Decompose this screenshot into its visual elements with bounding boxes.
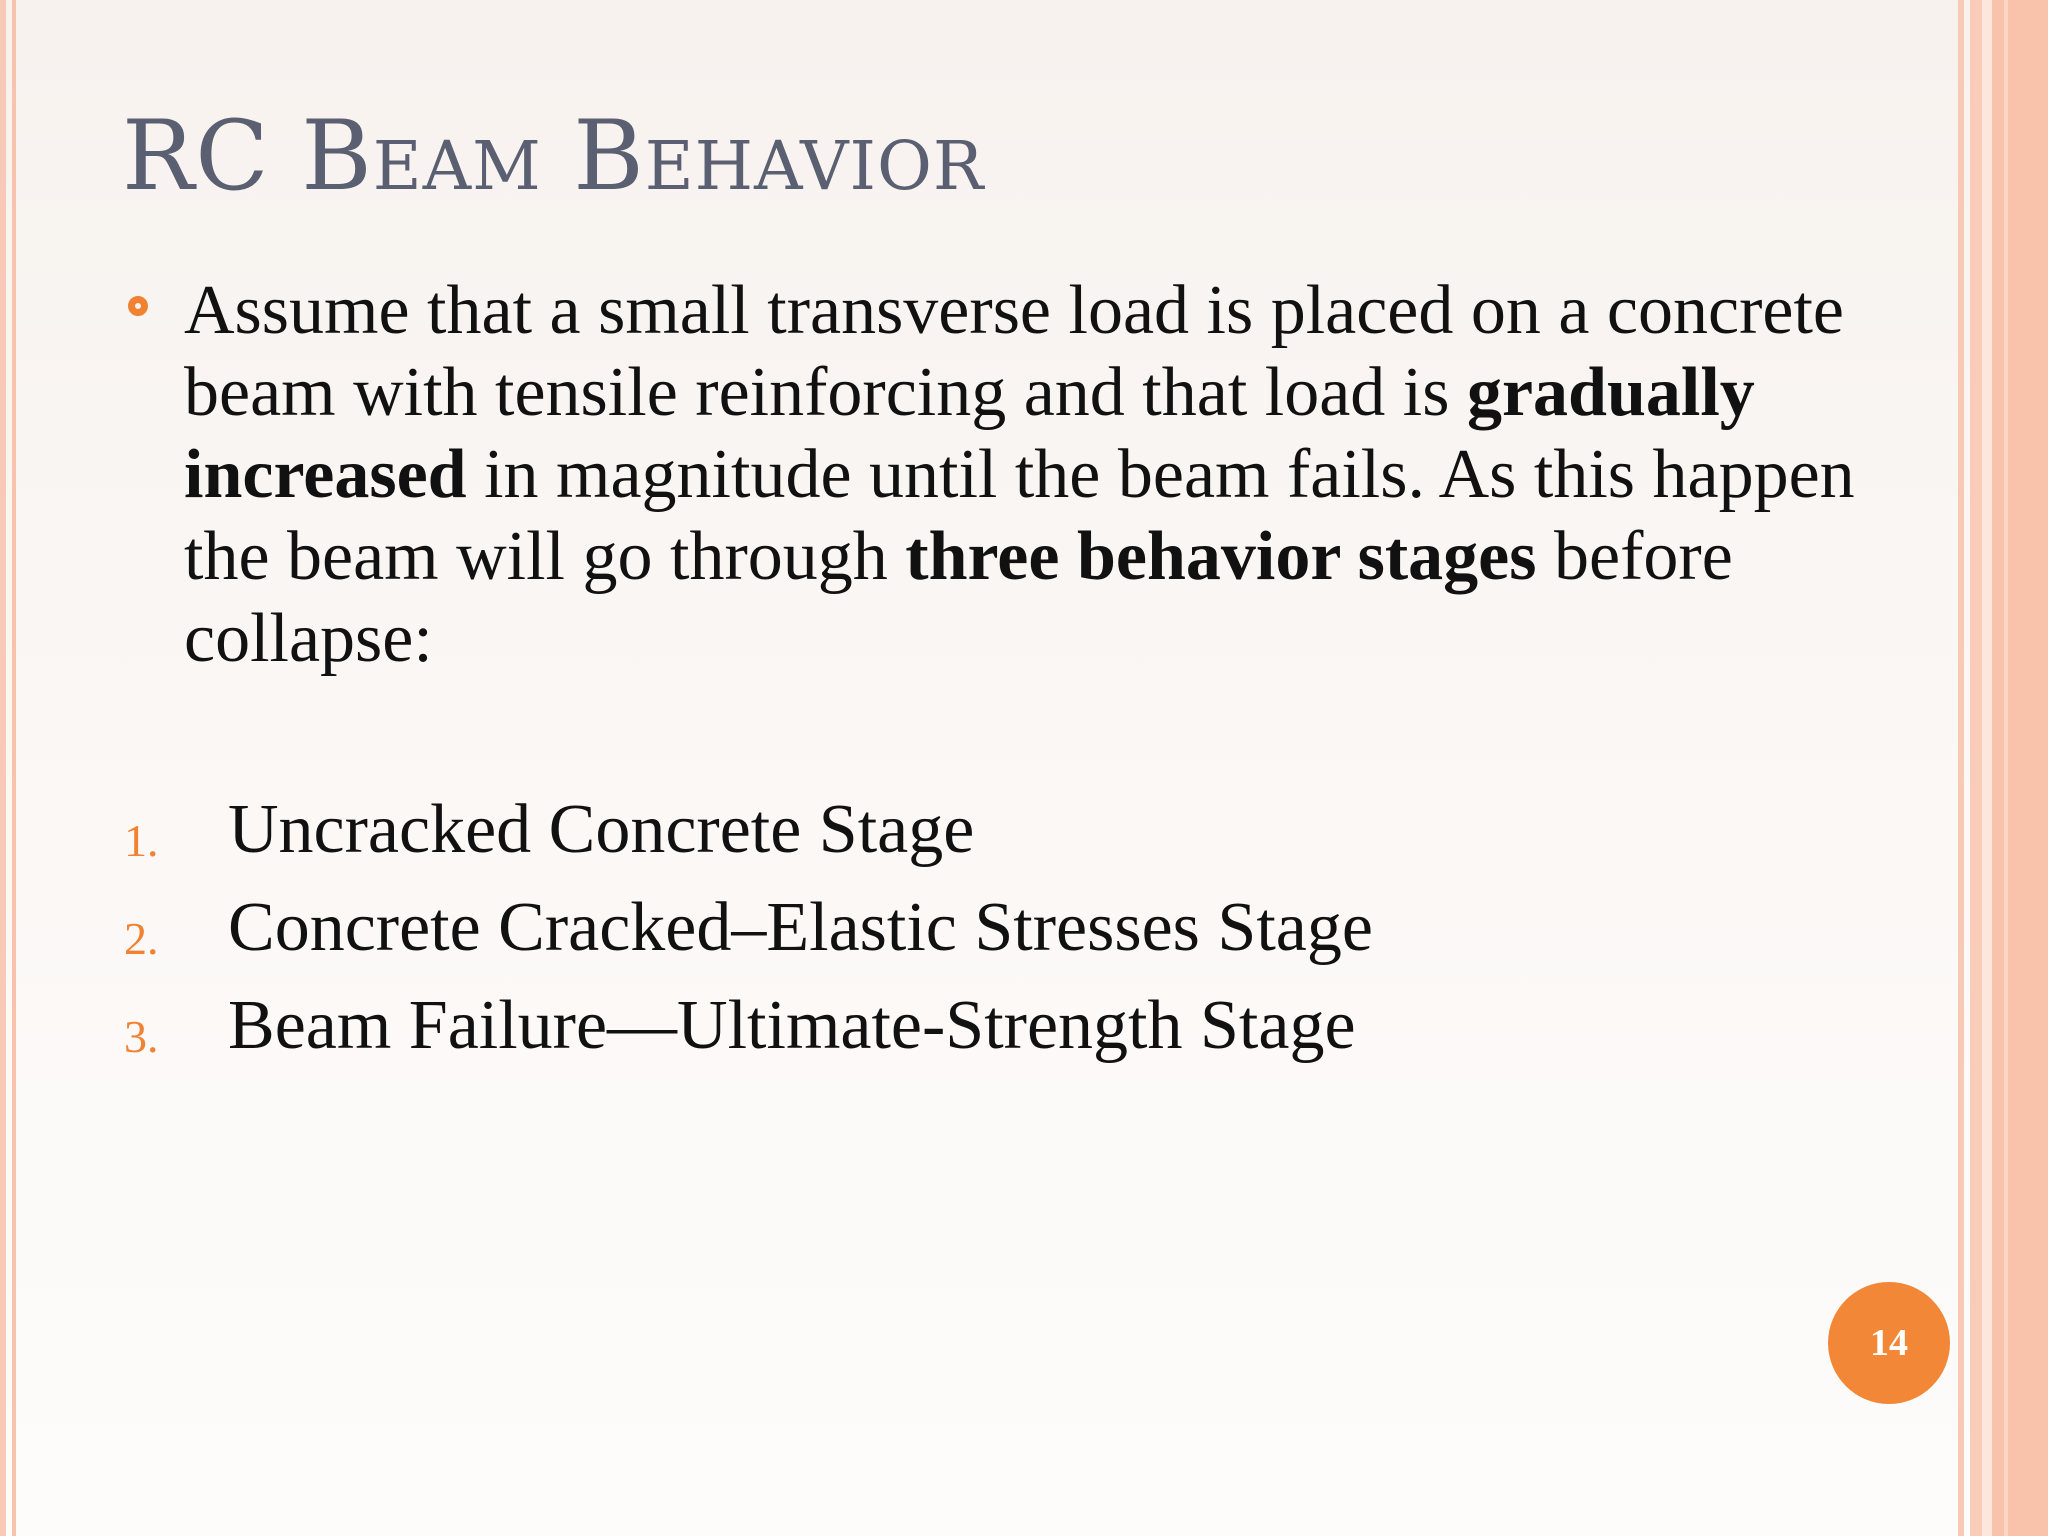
- page-number-badge: 14: [1828, 1282, 1950, 1404]
- stage-number: 2.: [124, 913, 159, 964]
- stage-number: 1.: [124, 815, 159, 866]
- bullet-emphasis: three behavior stages: [905, 518, 1537, 595]
- left-border-line: [0, 0, 6, 1536]
- right-border-band: [1982, 0, 1992, 1536]
- stage-number: 3.: [124, 1011, 159, 1062]
- stage-label: Uncracked Concrete Stage: [228, 791, 975, 868]
- bullet-text-part: in magnitude until the beam fails. As this happen the beam will go through: [184, 436, 1855, 595]
- bullet-text-part: before collapse:: [184, 518, 1733, 677]
- stage-list: [124, 790, 1824, 1084]
- stage-label: Beam Failure—Ultimate-Strength Stage: [228, 987, 1356, 1064]
- bullet-circle-icon: [128, 296, 148, 316]
- right-border-band: [1958, 0, 1964, 1536]
- bullet-text-part: Assume that a small transverse load is placed on a concrete beam with tensile reinforcing and that load is: [184, 272, 1844, 431]
- bullet-text: [184, 270, 1904, 680]
- stage-label: Concrete Cracked–Elastic Stresses Stage: [228, 889, 1373, 966]
- stage-item: [124, 986, 1824, 1084]
- right-border-band: [2004, 0, 2008, 1536]
- left-border-line: [12, 0, 16, 1536]
- bullet-emphasis: gradually increased: [184, 354, 1755, 513]
- stage-item: [124, 888, 1824, 986]
- stage-item: [124, 790, 1824, 888]
- right-border-band: [1970, 0, 1982, 1536]
- right-border-band: [1992, 0, 2048, 1536]
- slide-title: RC Beam Behavior: [122, 100, 985, 212]
